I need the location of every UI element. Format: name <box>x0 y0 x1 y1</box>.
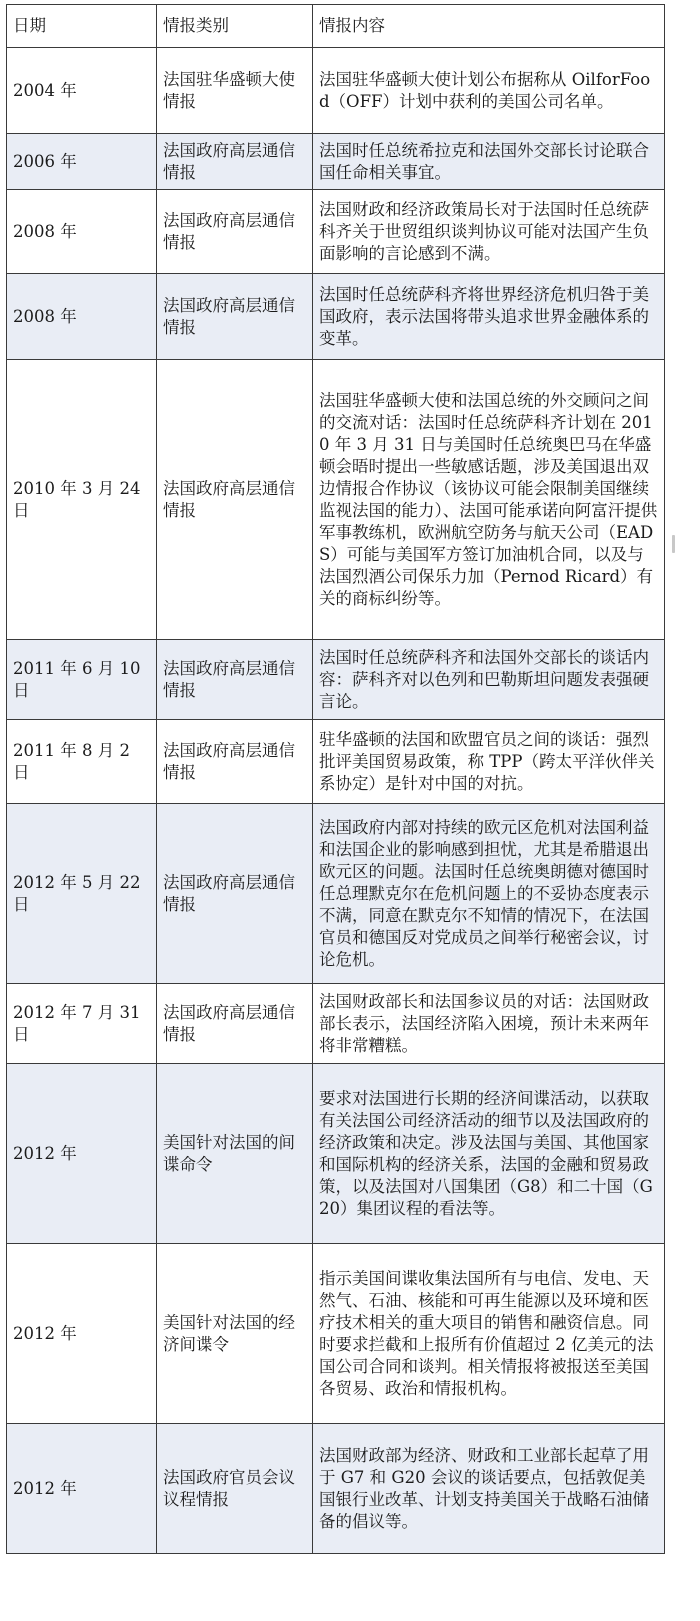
content-cell: 法国时任总统萨科齐和法国外交部长的谈话内容：萨科齐对以色列和巴勒斯坦问题发表强硬言论。 <box>313 640 665 720</box>
content-cell: 指示美国间谍收集法国所有与电信、发电、天然气、石油、核能和可再生能源以及环境和医疗技术相关的重大项目的销售和融资信息。同时要求拦截和上报所有价值超过 2 亿美元的法国公司合同和谈判。相关情报将被报送至美国各贸易、政治和情报机构。 <box>313 1244 665 1424</box>
date-cell: 2008 年 <box>7 190 157 274</box>
date-cell: 2012 年 <box>7 1424 157 1554</box>
header-content: 情报内容 <box>313 5 665 48</box>
date-cell: 2012 年 <box>7 1064 157 1244</box>
category-cell: 法国政府高层通信情报 <box>157 804 313 984</box>
scroll-marker <box>672 535 675 553</box>
table-row <box>7 804 665 984</box>
date-cell: 2011 年 8 月 2 日 <box>7 720 157 804</box>
content-cell: 驻华盛顿的法国和欧盟官员之间的谈话：强烈批评美国贸易政策，称 TPP（跨太平洋伙伴关系协定）是针对中国的对抗。 <box>313 720 665 804</box>
content-cell: 法国财政部为经济、财政和工业部长起草了用于 G7 和 G20 会议的谈话要点，包括敦促美国银行业改革、计划支持美国关于战略石油储备的倡议等。 <box>313 1424 665 1554</box>
table-row <box>7 1244 665 1424</box>
content-cell: 要求对法国进行长期的经济间谍活动，以获取有关法国公司经济活动的细节以及法国政府的经济政策和决定。涉及法国与美国、其他国家和国际机构的经济关系，法国的金融和贸易政策，以及法国对八国集团（G8）和二十国（G20）集团议程的看法等。 <box>313 1064 665 1244</box>
content-cell: 法国驻华盛顿大使计划公布据称从 OilforFood（OFF）计划中获利的美国公司名单。 <box>313 48 665 134</box>
category-cell: 法国政府高层通信情报 <box>157 360 313 640</box>
content-cell: 法国驻华盛顿大使和法国总统的外交顾问之间的交流对话：法国时任总统萨科齐计划在 2010 年 3 月 31 日与美国时任总统奥巴马在华盛顿会晤时提出一些敏感话题，涉及美国退出双边情报合作协议（该协议可能会限制美国继续监视法国的能力）、法国可能承诺向阿富汗提供军事教练机，欧洲航空防务与航天公司（EADS）可能与美国军方签订加油机合同，以及与法国烈酒公司保乐力加（Pernod Ricard）有关的商标纠纷等。 <box>313 360 665 640</box>
content-cell: 法国时任总统希拉克和法国外交部长讨论联合国任命相关事宜。 <box>313 134 665 190</box>
category-cell: 法国政府高层通信情报 <box>157 720 313 804</box>
intelligence-table <box>6 4 665 1554</box>
category-cell: 法国政府高层通信情报 <box>157 274 313 360</box>
table-row <box>7 134 665 190</box>
date-cell: 2008 年 <box>7 274 157 360</box>
category-cell: 法国政府高层通信情报 <box>157 984 313 1064</box>
date-cell: 2006 年 <box>7 134 157 190</box>
content-cell: 法国时任总统萨科齐将世界经济危机归咎于美国政府，表示法国将带头追求世界金融体系的变革。 <box>313 274 665 360</box>
date-cell: 2012 年 5 月 22 日 <box>7 804 157 984</box>
category-cell: 法国政府高层通信情报 <box>157 190 313 274</box>
category-cell: 法国政府官员会议议程情报 <box>157 1424 313 1554</box>
header-category: 情报类别 <box>157 5 313 48</box>
category-cell: 美国针对法国的间谍命令 <box>157 1064 313 1244</box>
category-cell: 美国针对法国的经济间谍令 <box>157 1244 313 1424</box>
header-date: 日期 <box>7 5 157 48</box>
table-row <box>7 640 665 720</box>
content-cell: 法国财政部长和法国参议员的对话：法国财政部长表示，法国经济陷入困境，预计未来两年将非常糟糕。 <box>313 984 665 1064</box>
table-row <box>7 984 665 1064</box>
date-cell: 2012 年 7 月 31 日 <box>7 984 157 1064</box>
table-row <box>7 360 665 640</box>
date-cell: 2012 年 <box>7 1244 157 1424</box>
category-cell: 法国驻华盛顿大使情报 <box>157 48 313 134</box>
table-row <box>7 1064 665 1244</box>
category-cell: 法国政府高层通信情报 <box>157 640 313 720</box>
date-cell: 2011 年 6 月 10 日 <box>7 640 157 720</box>
table-row <box>7 48 665 134</box>
date-cell: 2010 年 3 月 24 日 <box>7 360 157 640</box>
table-row <box>7 190 665 274</box>
header-row <box>7 5 665 48</box>
table-row <box>7 720 665 804</box>
table-row <box>7 1424 665 1554</box>
table-row <box>7 274 665 360</box>
category-cell: 法国政府高层通信情报 <box>157 134 313 190</box>
date-cell: 2004 年 <box>7 48 157 134</box>
content-cell: 法国政府内部对持续的欧元区危机对法国利益和法国企业的影响感到担忧，尤其是希腊退出欧元区的问题。法国时任总统奥朗德对德国时任总理默克尔在危机问题上的不妥协态度表示不满，同意在默克尔不知情的情况下，在法国官员和德国反对党成员之间举行秘密会议，讨论危机。 <box>313 804 665 984</box>
content-cell: 法国财政和经济政策局长对于法国时任总统萨科齐关于世贸组织谈判协议可能对法国产生负面影响的言论感到不满。 <box>313 190 665 274</box>
